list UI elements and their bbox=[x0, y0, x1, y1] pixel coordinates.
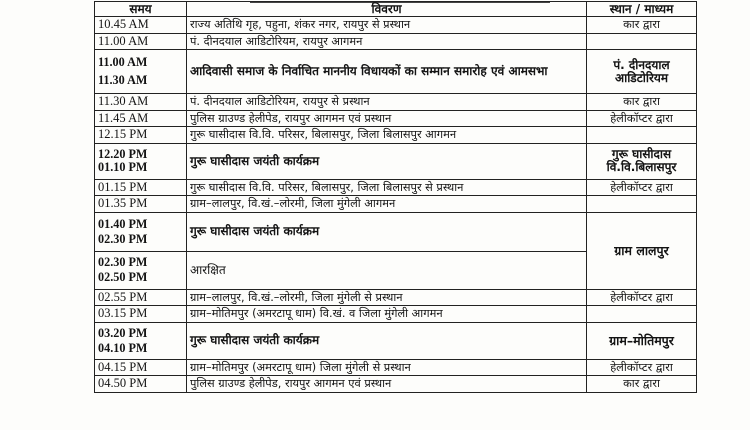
description-cell: पुलिस ग्राउण्ड हेलीपेड, रायपुर आगमन एवं प्रस्थान bbox=[187, 376, 587, 393]
table-row bbox=[95, 33, 697, 50]
table-row bbox=[95, 110, 697, 127]
time-header: समय bbox=[95, 2, 187, 17]
description-cell: ग्राम–लालपुर, वि.खं.–लोरमी, जिला मुंगेली से प्रस्थान bbox=[187, 289, 587, 306]
time-cell: 01.15 PM bbox=[95, 179, 187, 196]
table-row bbox=[95, 17, 697, 34]
end-time: 02.30 PM bbox=[98, 231, 148, 246]
start-time: 01.40 PM bbox=[98, 216, 148, 231]
table-row bbox=[95, 143, 697, 179]
table-header-row bbox=[95, 2, 697, 17]
table-row bbox=[95, 127, 697, 144]
table-row bbox=[95, 306, 697, 323]
end-time: 01.10 PM bbox=[98, 160, 148, 174]
time-cell bbox=[95, 322, 187, 359]
table-row bbox=[95, 179, 697, 196]
description-cell: ग्राम–लालपुर, वि.खं.–लोरमी, जिला मुंगेली आगमन bbox=[187, 196, 587, 213]
table-row bbox=[95, 94, 697, 111]
time-cell: 03.15 PM bbox=[95, 306, 187, 323]
place-cell: ग्राम लालपुर bbox=[587, 212, 697, 289]
time-cell bbox=[95, 251, 187, 289]
place-cell bbox=[587, 33, 697, 50]
end-time: 02.50 PM bbox=[98, 270, 148, 284]
time-cell bbox=[95, 212, 187, 251]
description-cell: आदिवासी समाज के निर्वाचित माननीय विधायकों का सम्मान समारोह एवं आमसभा bbox=[187, 50, 587, 94]
description-cell: गुरू घासीदास जयंती कार्यक्रम bbox=[187, 212, 587, 251]
description-cell: गुरू घासीदास जयंती कार्यक्रम bbox=[187, 143, 587, 179]
time-cell: 12.15 PM bbox=[95, 127, 187, 144]
description-cell: राज्य अतिथि गृह, पहुना, शंकर नगर, रायपुर से प्रस्थान bbox=[187, 17, 587, 34]
start-time: 03.20 PM bbox=[98, 325, 148, 340]
place-cell: गुरू घासीदास वि.वि.बिलासपुर bbox=[587, 143, 697, 179]
table-row bbox=[95, 289, 697, 306]
description-cell: पं. दीनदयाल आडिटोरियम, रायपुर आगमन bbox=[187, 33, 587, 50]
description-cell: आरक्षित bbox=[187, 251, 587, 289]
time-cell bbox=[95, 50, 187, 94]
start-time: 12.20 PM bbox=[98, 147, 148, 161]
place-cell: हेलीकॉप्टर द्वारा bbox=[587, 359, 697, 376]
description-cell: पुलिस ग्राउण्ड हेलीपेड, रायपुर आगमन एवं प्रस्थान bbox=[187, 110, 587, 127]
schedule-table bbox=[94, 1, 697, 393]
table-row bbox=[95, 376, 697, 393]
place-cell: हेलीकॉप्टर द्वारा bbox=[587, 179, 697, 196]
start-time: 11.00 AM bbox=[98, 55, 148, 69]
description-cell: ग्राम–मोतिमपुर (अमरटापू धाम) वि.खं. व जिला मुंगेली आगमन bbox=[187, 306, 587, 323]
time-cell: 02.55 PM bbox=[95, 289, 187, 306]
place-cell: पं. दीनदयाल आडिटोरियम bbox=[587, 50, 697, 94]
table-row bbox=[95, 359, 697, 376]
time-cell: 01.35 PM bbox=[95, 196, 187, 213]
table-row bbox=[95, 50, 697, 94]
end-time: 04.10 PM bbox=[98, 340, 148, 355]
time-cell: 11.00 AM bbox=[95, 33, 187, 50]
table-row bbox=[95, 322, 697, 359]
description-header: विवरण bbox=[187, 2, 587, 17]
place-cell: कार द्वारा bbox=[587, 17, 697, 34]
place-cell: हेलीकॉप्टर द्वारा bbox=[587, 289, 697, 306]
place-cell: कार द्वारा bbox=[587, 94, 697, 111]
description-cell: गुरू घासीदास वि.वि. परिसर, बिलासपुर, जिला बिलासपुर आगमन bbox=[187, 127, 587, 144]
time-cell: 11.30 AM bbox=[95, 94, 187, 111]
place-cell: कार द्वारा bbox=[587, 376, 697, 393]
time-cell: 04.15 PM bbox=[95, 359, 187, 376]
place-header: स्थान / माध्यम bbox=[587, 2, 697, 17]
description-cell: पं. दीनदयाल आडिटोरियम, रायपुर से प्रस्थान bbox=[187, 94, 587, 111]
description-cell: ग्राम–मोतिमपुर (अमरटापू धाम) जिला मुंगेली से प्रस्थान bbox=[187, 359, 587, 376]
time-cell bbox=[95, 143, 187, 179]
time-cell: 04.50 PM bbox=[95, 376, 187, 393]
start-time: 02.30 PM bbox=[98, 255, 148, 269]
end-time: 11.30 AM bbox=[98, 73, 148, 87]
place-cell bbox=[587, 127, 697, 144]
place-cell: ग्राम–मोतिमपुर bbox=[587, 322, 697, 359]
description-cell: गुरू घासीदास जयंती कार्यक्रम bbox=[187, 322, 587, 359]
table-row bbox=[95, 196, 697, 213]
place-cell bbox=[587, 306, 697, 323]
table-row bbox=[95, 212, 697, 251]
place-cell: हेलीकॉप्टर द्वारा bbox=[587, 110, 697, 127]
description-cell: गुरू घासीदास वि.वि. परिसर, बिलासपुर, जिला बिलासपुर से प्रस्थान bbox=[187, 179, 587, 196]
time-cell: 11.45 AM bbox=[95, 110, 187, 127]
place-cell bbox=[587, 196, 697, 213]
time-cell: 10.45 AM bbox=[95, 17, 187, 34]
